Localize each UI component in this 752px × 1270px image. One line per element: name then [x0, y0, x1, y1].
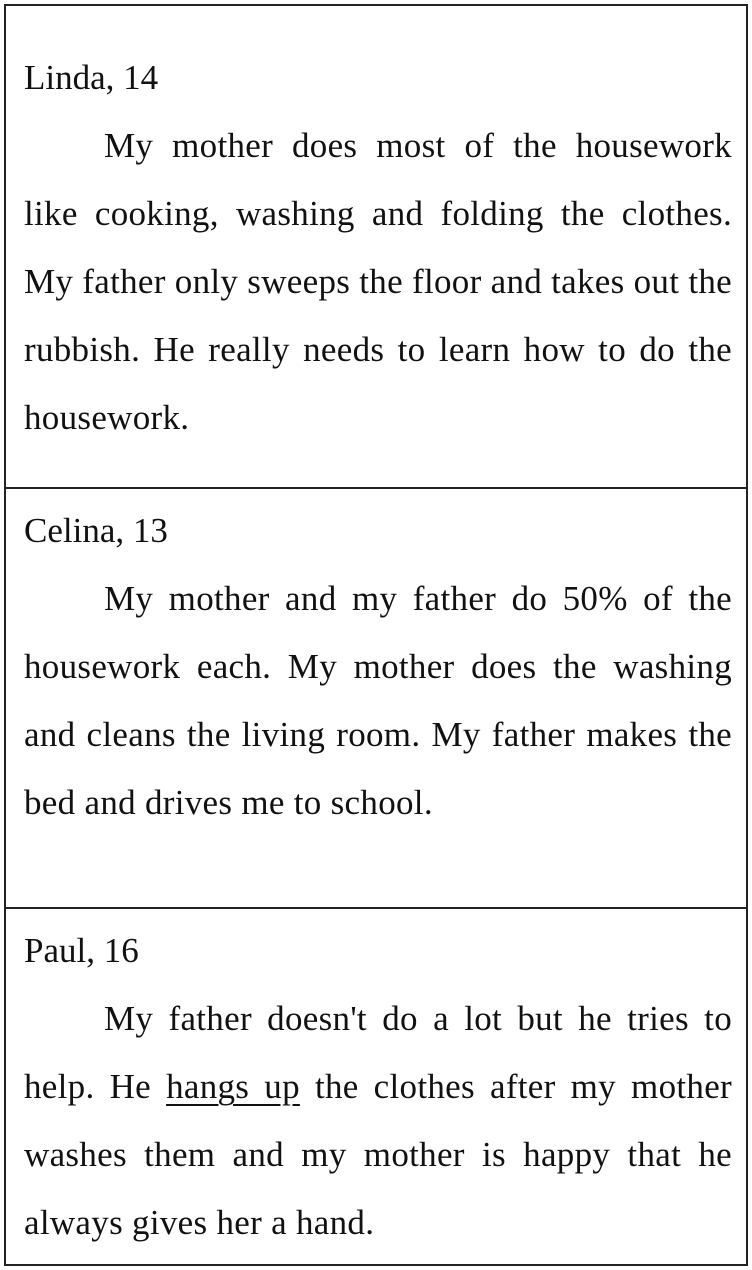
entry-name: Linda, 14 [24, 58, 159, 97]
entry-text [24, 985, 732, 1257]
underlined-phrase: hangs up [166, 1067, 300, 1106]
entry-text-before: My father doesn't do a lot but he tries to help. He [24, 999, 732, 1106]
reading-table [4, 4, 748, 1266]
entry-text-after: the clothes after my mother washes them and my mother is happy that he always gives her a hand. [24, 1067, 732, 1242]
entry-text: My mother does most of the housework like cooking, washing and folding the clothes. My father only sweeps the floor and takes out the rubbish. He really needs to learn how to do the housework. [24, 126, 732, 437]
entry-text: My mother and my father do 50% of the housework each. My mother does the washing and cleans the living room. My father makes the bed and drives me to school. [24, 579, 732, 822]
entry-paul [6, 907, 746, 1264]
entry-linda [6, 6, 746, 487]
entry-name: Paul, 16 [24, 931, 139, 970]
entry-name: Celina, 13 [24, 511, 168, 550]
entry-celina [6, 487, 746, 907]
